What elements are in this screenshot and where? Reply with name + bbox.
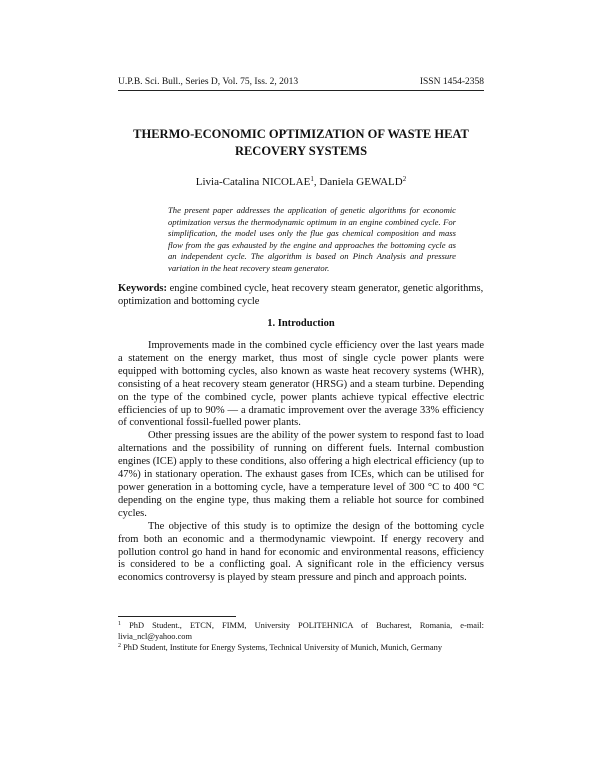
- footnote-text: PhD Student, Institute for Energy Systems, Technical University of Munich, Munich, Germany: [121, 643, 443, 652]
- journal-citation: U.P.B. Sci. Bull., Series D, Vol. 75, Iss. 2, 2013: [118, 77, 299, 87]
- keywords-label: Keywords:: [118, 283, 167, 294]
- paragraph: The objective of this study is to optimize the design of the bottoming cycle from both an economic and a thermodynamic viewpoint. If energy recovery and pollution control go hand in hand for economic and environmental reasons, efficiency is considered to be a conflicting goal. A significant role in the efficiency versus economics controversy is played by steam pressure and pinch and approach points.: [118, 520, 484, 584]
- paragraph: Improvements made in the combined cycle efficiency over the last years made a statement on the energy market, thus most of single cycle power plants were equipped with bottoming cycles, also known as waste heat recovery systems (WHR), consisting of a heat recovery steam generator (HRSG) and a steam turbine. Depending on the type of the combined cycle, power plants achieve typical effective electric efficiencies of up to 90% — a dramatic improvement over the average 33% efficiency of conventional fossil-fuelled power plants.: [118, 340, 484, 429]
- author-footnote-mark[interactable]: 1: [310, 175, 314, 183]
- section-body: [118, 340, 484, 585]
- author-footnote-mark[interactable]: 2: [402, 175, 407, 183]
- footnote: [118, 642, 484, 653]
- keywords: [118, 282, 484, 308]
- footnote-text: PhD Student., ETCN, FIMM, University POLITEHNICA of Bucharest, Romania, e-mail: livia_ncl@yahoo.com: [118, 621, 484, 641]
- issn-number: ISSN 1454-2358: [419, 77, 484, 87]
- paragraph: Other pressing issues are the ability of the power system to respond fast to load alternations and the possibility of running on different fuels. Internal combustion engines (ICE) apply to these conditions, also offering a high electrical efficiency (up to 47%) in stationary operation. The exhaust gases from ICEs, which can be utilised for power generation in a bottoming cycle, have a temperature level of 300 °C to 400 °C depending on the engine type, thus making them a reliable hot source for combined cycles.: [118, 430, 484, 519]
- author-name: Daniela GEWALD: [319, 176, 403, 188]
- author-separator: ,: [313, 176, 320, 188]
- footnote-mark: 1: [118, 621, 121, 627]
- running-header: [118, 76, 484, 88]
- abstract: The present paper addresses the application of genetic algorithms for economic optimization versus the thermodynamic optimum in an engine combined cycle. For simplification, the model uses only the flue gas chemical composition and mass flow from the gas exhausted by the engine and approaches the bottoming cycle as an independent cycle. The algorithm is based on Pinch Analysis and pressure variation in the heat recovery steam generator.: [168, 205, 456, 273]
- keywords-list: engine combined cycle, heat recovery steam generator, genetic algorithms, optimization and bottoming cycle: [118, 283, 484, 307]
- section-heading: 1. Introduction: [267, 318, 335, 329]
- footnote-rule: [118, 616, 236, 617]
- header-rule: [118, 90, 484, 91]
- footnote: [118, 620, 484, 642]
- footnotes: [118, 620, 484, 653]
- footnote-mark: 2: [118, 643, 121, 649]
- paper-title: THERMO-ECONOMIC OPTIMIZATION OF WASTE HEAT RECOVERY SYSTEMS: [133, 127, 469, 158]
- author-name: Livia-Catalina NICOLAE: [195, 176, 311, 188]
- author-line: [118, 175, 484, 189]
